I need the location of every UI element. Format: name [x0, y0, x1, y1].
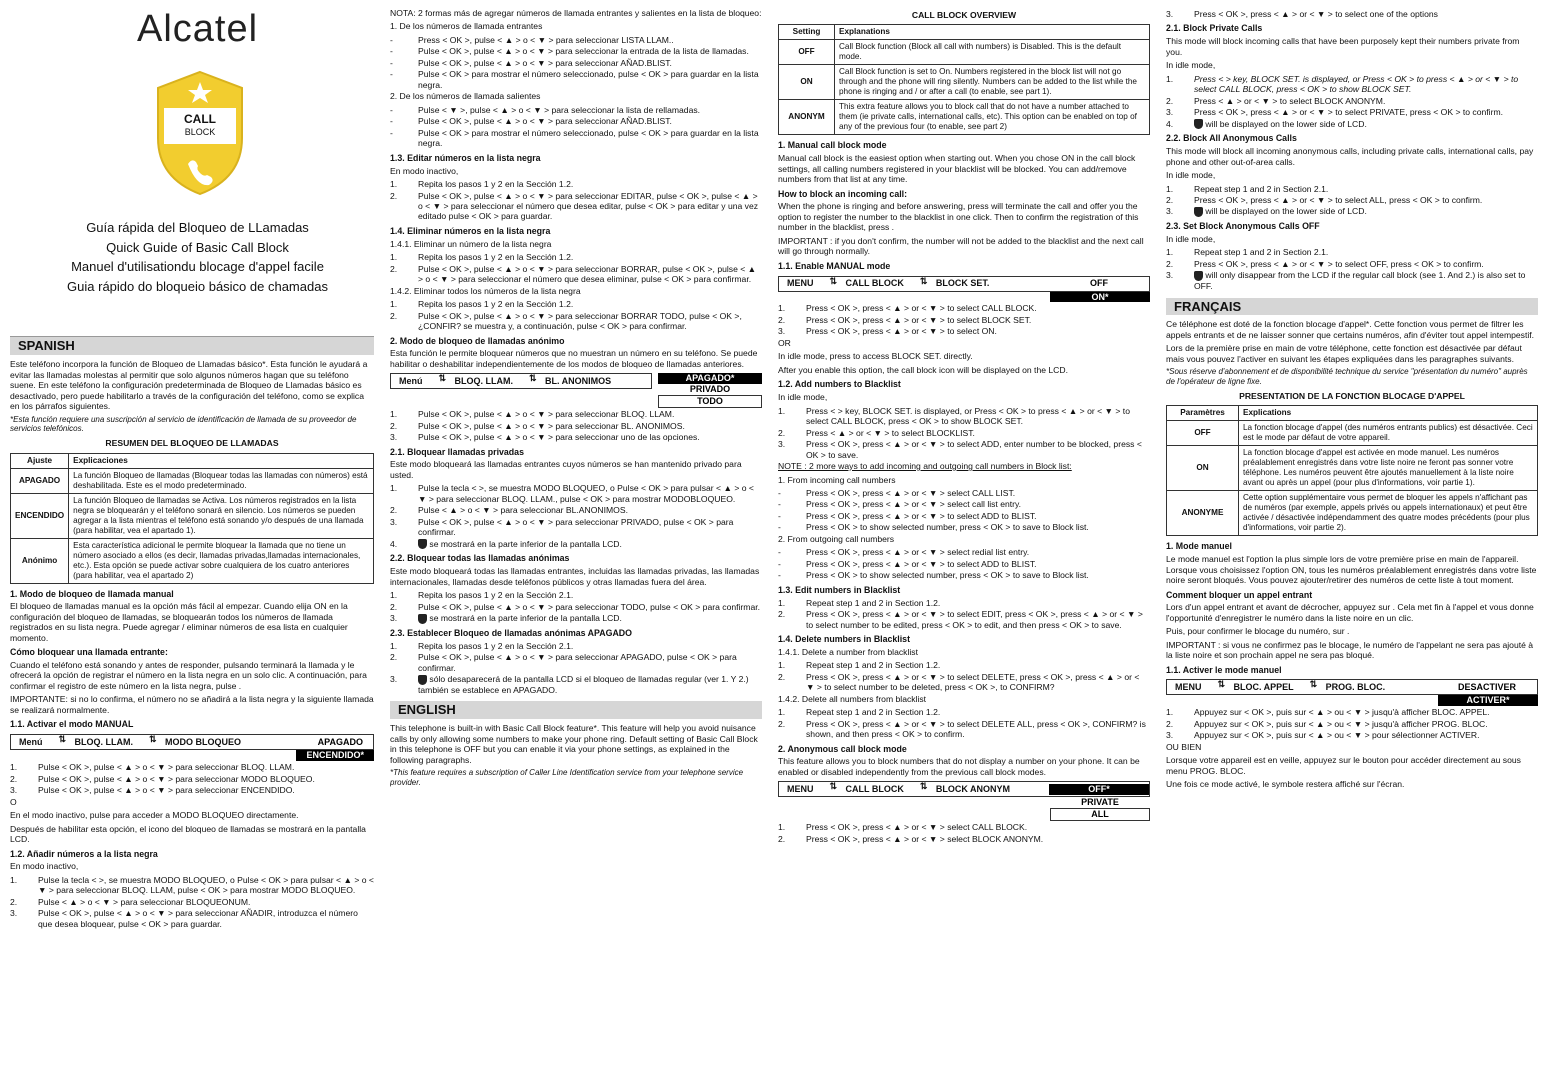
fr-p-how: Lors d'un appel entrant et avant de décrocher, appuyez sur . Cela met fin à l'appel et vous donne l'opportunité d'enregistrer le numéro dans la liste noire en un clic.	[1166, 602, 1534, 623]
table-cell: ANONYME	[1167, 491, 1239, 536]
es-heading-13: 1.3. Editar números en la lista negra	[390, 152, 541, 163]
es-nota-2: 2. De los números de llamada salientes	[390, 91, 541, 102]
menu-option-selected: ACTIVER*	[1438, 695, 1538, 706]
es-heading-142: 1.4.2. Eliminar todos los números de la lista negra	[390, 285, 581, 296]
list-item: - Press < OK >, pulse < ▲ > o < ▼ > para seleccionar LISTA LLAM..	[390, 34, 674, 45]
list-item: 1. Repita los pasos 1 y 2 en la Sección 1.2.	[390, 179, 574, 190]
table-cell: Anónimo	[11, 538, 69, 583]
column-1	[10, 0, 374, 1088]
es2-idle: En modo inactivo,	[390, 165, 459, 176]
updown-arrow-icon: ⇅	[919, 781, 928, 792]
list-item: 4. will be displayed on the lower side of LCD.	[1166, 118, 1367, 129]
fr-intro-2: Lors de la première prise en main de votre téléphone, cette fonction est désactivée par défaut mais vous pouvez l'activer en suivant les étapes expliquées dans les paragraphes suivants.	[1166, 343, 1522, 364]
table-cell: ENCENDIDO	[11, 493, 69, 538]
list-item: 3. will be displayed on the lower side of LCD.	[1166, 206, 1367, 217]
list-item: 1. Repeat step 1 and 2 in Section 2.1.	[1166, 247, 1329, 258]
table-cell: APAGADO	[11, 468, 69, 493]
es-nota: NOTA: 2 formas más de agregar números de llamada entrantes y salientes en la lista de bloqueo:	[390, 8, 762, 18]
es-heading-1: 1. Modo de bloqueo de llamada manual	[10, 588, 174, 599]
list-item: 1. Repita los pasos 1 y 2 en la Sección 1.2.	[390, 299, 574, 310]
list-item: - Press < OK >, press < ▲ > or < ▼ > select call list entry.	[778, 499, 1022, 510]
menu-step: CALL BLOCK	[845, 783, 904, 794]
en-heading-13: 1.3. Edit numbers in Blacklist	[778, 584, 901, 595]
updown-arrow-icon: ⇅	[829, 275, 838, 286]
list-item: 3. Pulse < OK >, pulse < ▲ > o < ▼ > para seleccionar ENCENDIDO.	[10, 785, 295, 796]
table-cell: La función Bloqueo de llamadas (Bloquear todas las llamadas con números) está deshabilitada. Este es el modo predeterminado.	[69, 468, 374, 493]
list-item: 2. Pulse < OK >, pulse < ▲ > o < ▼ > para seleccionar BORRAR, pulse < OK >, pulse < ▲ > o < ▼ > para seleccionar el número que desea eliminar, pulse < OK > para confirmar.	[390, 263, 757, 285]
list-item: 1. Pulse < OK >, pulse < ▲ > o < ▼ > para seleccionar BLOQ. LLAM.	[10, 762, 295, 773]
fr-heading-1: 1. Mode manuel	[1166, 541, 1232, 552]
list-item: 2. Pulse < ▲ > o < ▼ > para seleccionar BL.ANONIMOS.	[390, 505, 628, 516]
menu-step: BL. ANONIMOS	[545, 375, 612, 386]
list-item: 3. Press < OK >, press < ▲ > or < ▼ > to select PRIVATE, press < OK > to confirm.	[1166, 107, 1503, 118]
en-p2: This feature allows you to block numbers that do not display a number on your phone. It can be enabled or disabled independently from the previous call block modes.	[778, 756, 1140, 777]
menu-step: BLOC. APPEL	[1233, 681, 1294, 692]
list-item: - Press < OK >, press < ▲ > or < ▼ > to select ADD to BLIST.	[778, 510, 1037, 521]
brand-logo: Alcatel	[136, 8, 259, 50]
list-item: 1. Repeat step 1 and 2 in Section 1.2.	[778, 707, 941, 718]
list-item: 1. Pulse < OK >, pulse < ▲ > o < ▼ > para seleccionar BLOQ. LLAM.	[390, 409, 675, 420]
table-header: Ajuste	[11, 453, 69, 468]
table-cell: Call Block function (Block all call with numbers) is Disabled. This is the default mode.	[835, 40, 1150, 65]
list-item: 3. Press < OK >, press < ▲ > or < ▼ > to select ON.	[778, 326, 997, 337]
list-item: 1. Repita los pasos 1 y 2 en la Sección 2.1.	[390, 640, 574, 651]
list-item: 1. Appuyez sur < OK >, puis sur < ▲ > ou < ▼ > jusqu'à afficher BLOC. APPEL.	[1166, 707, 1490, 718]
en-p-idle: In idle mode, press to access BLOCK SET. directly.	[778, 351, 973, 362]
es-heading-how: Cómo bloquear una llamada entrante:	[10, 647, 168, 658]
list-item: 2. Appuyez sur < OK >, puis sur < ▲ > ou < ▼ > jusqu'à afficher PROG. BLOC.	[1166, 718, 1488, 729]
list-item: 1. Repeat step 1 and 2 in Section 2.1.	[1166, 183, 1329, 194]
updown-arrow-icon: ⇅	[149, 734, 157, 745]
list-item: 2. Pulse < ▲ > o < ▼ > para seleccionar BLOQUEONUM.	[10, 896, 251, 907]
list-item: 2. Press < OK >, press < ▲ > or < ▼ > select BLOCK ANONYM.	[778, 833, 1044, 844]
en-idle-4: In idle mode,	[1166, 233, 1216, 244]
menu-step: MENU	[1175, 681, 1202, 692]
en-note: NOTE : 2 more ways to add incoming and outgoing call numbers in Block list:	[778, 461, 1072, 472]
menu-step: Menú	[399, 375, 423, 386]
es-table-title: RESUMEN DEL BLOQUEO DE LLAMADAS	[105, 438, 279, 449]
es-heading-21: 2.1. Bloquear llamadas privadas	[390, 446, 524, 457]
en-p22: This mode will block all incoming anonymous calls, including private calls, international calls, pay phone and other out-of-area calls.	[1166, 146, 1534, 167]
en-footnote: *This feature requires a subscription of Caller Line Identification service from your telephone service provider.	[390, 768, 744, 787]
call-block-icon	[418, 539, 427, 549]
menu-step: BLOQ. LLAM.	[74, 736, 133, 747]
table-cell: La fonction blocage d'appel est activée en mode manuel. Les numéros préalablement enregistrés dans votre liste noire ne feront pas sonner votre téléphone. Les numéros peuvent être ajoutés manuellement à la liste noire avant ou après un appel (pour plus d'informations, voir partie 1).	[1239, 446, 1538, 491]
es-footnote: *Esta función requiere una suscripción al servicio de identificación de llamada de su proveedor de servicios telefónicos.	[10, 414, 357, 434]
title-pt: Guia rápido do bloqueio básico de chamadas	[67, 278, 328, 294]
fr-footnote: *Sous réserve d'abonnement et de disponibilité technique du service "présentation du numéro" auprès de l'opérateur de ligne fixe.	[1166, 367, 1528, 387]
list-item: 2. Press < OK >, press < ▲ > or < ▼ > to select EDIT, press < OK >, press < ▲ > or < ▼ > to select number to be edited, press < OK > to edit, and then press < OK > to save.	[778, 609, 1143, 630]
section-heading-french: FRANÇAIS	[1166, 298, 1538, 316]
fr-p-confirm: Puis, pour confirmer le blocage du numéro, sur .	[1166, 626, 1350, 637]
fr-menu-path-11	[1166, 679, 1538, 695]
list-item: 2. Press < OK >, press < ▲ > or < ▼ > to select DELETE ALL, press < OK >, CONFIRM? is shown, and then press < OK > to confirm.	[778, 718, 1146, 740]
en-p21: This mode will block incoming calls that have been purposely kept their numbers private from you.	[1166, 36, 1520, 57]
es-p-important: IMPORTANTE: si no lo confirma, el número no se añadirá a la lista negra y la siguiente llamada se realizará normalmente.	[10, 694, 374, 715]
list-item: 3. Press < OK >, press < ▲ > or < ▼ > to select one of the options	[1166, 9, 1438, 19]
en-intro: This telephone is built-in with Basic Call Block feature*. This feature will help you avoid nuisance calls by only allowing some numbers to make your phone ring. Default setting of Basic Call Block in this telephone is OFF but you can enable it via your phone settings, as explained in the following paragraphs.	[390, 723, 758, 765]
en-idle: In idle mode,	[778, 392, 828, 403]
list-item: 1. Pulse la tecla < >, se muestra MODO BLOQUEO, o Pulse < OK > para pulsar < ▲ > o < ▼ > para seleccionar BLOQ. LLAM, pulse < OK > para mostrar MODO BLOQUEO.	[10, 874, 374, 896]
fr-p1: Le mode manuel est l'option la plus simple lors de votre première prise en main de l'appareil. Lorsque vous choisissez l'option ON, tous les numéros préalablement enregistrés dans votre liste noire seront bloqués. Vous pouvez ajouter/retirer des numéros de cette liste à tout moment.	[1166, 554, 1537, 586]
menu-step: BLOCK SET.	[935, 278, 990, 289]
en-p-important: IMPORTANT : if you don't confirm, the number will not be added to the blacklist and the next call will go through normally.	[778, 235, 1144, 257]
section-heading-spanish: SPANISH	[10, 336, 374, 355]
en-heading-1: 1. Manual call block mode	[778, 140, 887, 151]
list-item: 2. Press < ▲ > or < ▼ > to select BLOCK ANONYM.	[1166, 95, 1386, 106]
call-block-icon	[418, 675, 427, 685]
es-p2: Esta función le permite bloquear números que no muestran un número en su teléfono. Se puede habilitar o deshabilitar independientemente de los modos de bloqueo de llamadas anteriores.	[390, 348, 758, 369]
call-block-icon	[1194, 207, 1203, 217]
table-cell: ANONYM	[779, 100, 835, 135]
list-item: 2. Pulse < OK >, pulse < ▲ > o < ▼ > para seleccionar TODO, pulse < OK > para confirmar.	[390, 601, 760, 612]
updown-arrow-icon: ⇅	[829, 781, 838, 792]
list-item: - Pulse < OK >, pulse < ▲ > o < ▼ > para seleccionar AÑAD.BLIST.	[390, 57, 672, 68]
es-heading-2: 2. Modo de bloqueo de llamadas anónimo	[390, 335, 565, 346]
list-item: 3. Pulse < OK >, pulse < ▲ > o < ▼ > para seleccionar PRIVADO, pulse < OK > para confirmar.	[390, 516, 734, 538]
es-p-how: Cuando el teléfono está sonando y antes de responder, pulsando terminará la llamada y le ofrecerá la opción de registrar el número en la lista negra en un solo clic. A continuación, para confirmar el registro de este número en la lista negra, pulse .	[10, 660, 367, 691]
en-p1: Manual call block is the easiest option when starting out. When you chose ON in the call block settings, all calling numbers registered in your blacklist will be blocked. You can add/remove numbers from that list at any time.	[778, 153, 1136, 185]
es-p1: El bloqueo de llamadas manual es la opción más fácil al empezar. Cuando elija ON en la configuración del bloqueo de llamadas, se bloquearán todos los números de llamada registrados en su lista negra. Puede agregar / eliminar números de esa lista en cualquier momento.	[10, 601, 348, 643]
title-fr: Manuel d'utilisationdu blocage d'appel facile	[71, 259, 324, 275]
table-cell: La función Bloqueo de llamadas se Activa. Los números registrados en la lista negra se bloquearán y el teléfono sonará en silencio. Los números se pueden agregar a la lista mientras el teléfono está sonando y/o después de una llamada (para habilitar, vea el apartado 1).	[69, 493, 374, 538]
list-item: - Press < OK > to show selected number, press < OK > to save to Block list.	[778, 522, 1089, 533]
table-header: Explicaciones	[69, 453, 374, 468]
en-heading-11: 1.1. Enable MANUAL mode	[778, 260, 891, 271]
es-heading-12: 1.2. Añadir números a la lista negra	[10, 848, 158, 859]
es-heading-14: 1.4. Eliminar números en la lista negra	[390, 225, 551, 236]
en-p-how: When the phone is ringing and before answering, press will terminate the call and offer you the option to register the number to the blacklist in one click. Then to confirm the registration of this number in the blacklist, press .	[778, 201, 1139, 233]
es-p-idle: En el modo inactivo, pulse para acceder a MODO BLOQUEO directamente.	[10, 810, 299, 821]
en-heading-22: 2.2. Block All Anonymous Calls	[1166, 133, 1297, 144]
list-item: 3. Press < OK >, press < ▲ > or < ▼ > to select ADD, enter number to be blocked, press < OK > to save.	[778, 439, 1142, 460]
column-2	[390, 8, 762, 1088]
menu-step: MENU	[787, 278, 814, 289]
list-item: 3. Pulse < OK >, pulse < ▲ > o < ▼ > para seleccionar uno de las opciones.	[390, 432, 700, 443]
list-item: 1. Press < OK >, press < ▲ > or < ▼ > select CALL BLOCK.	[778, 822, 1028, 833]
list-item: 2. Press < OK >, press < ▲ > or < ▼ > to select ALL, press < OK > to confirm.	[1166, 194, 1483, 205]
en-or: OR	[778, 337, 791, 348]
list-item: 1. Press < > key, BLOCK SET. is displayed, or Press < OK > to press < ▲ > or < ▼ > to select CALL BLOCK, press < OK > to show BLOCK SET.	[778, 405, 1130, 427]
list-item: 3. sólo desaparecerá de la pantalla LCD si el bloqueo de llamadas regular (ver 1. Y 2.) también se establece en APAGADO.	[390, 674, 749, 695]
updown-arrow-icon: ⇅	[919, 275, 928, 286]
list-item: 3. Pulse < OK >, pulse < ▲ > o < ▼ > para seleccionar AÑADIR, introduzca el número que desea bloquear, pulse < OK > para guardar.	[10, 908, 358, 929]
en-overview-table	[778, 24, 1150, 135]
list-item: 1. Press < > key, BLOCK SET. is displayed, or Press < OK > to press < ▲ > or < ▼ > to select CALL BLOCK, press < OK > to show BLOCK SET.	[1166, 73, 1519, 95]
fr-intro: Ce téléphone est doté de la fonction blocage d'appel*. Cette fonction vous permet de filtrer les appels entrants et de ne laisser sonner que certains numéros, afin d'éviter tout appel intempestif.	[1166, 319, 1535, 340]
menu-step: BLOCK ANONYM	[935, 783, 1011, 794]
fr-p-after: Une fois ce mode activé, le symbole restera affiché sur l'écran.	[1166, 779, 1405, 790]
list-item: - Press < OK >, press < ▲ > or < ▼ > select redial list entry.	[778, 547, 1030, 558]
table-header: Explanations	[835, 25, 1150, 40]
menu-step: BLOQ. LLAM.	[454, 375, 513, 386]
call-block-icon	[1194, 271, 1203, 281]
es-heading-141: 1.4.1. Eliminar un número de la lista negra	[390, 238, 552, 249]
title-en: Quick Guide of Basic Call Block	[106, 239, 289, 255]
es-p-after: Después de habilitar esta opción, el icono del bloqueo de llamadas se mostrará en la pantalla LCD.	[10, 823, 366, 845]
menu-step: PROG. BLOC.	[1325, 681, 1386, 692]
list-item: 3. se mostrará en la parte inferior de la pantalla LCD.	[390, 613, 622, 624]
table-cell: Cette option supplémentaire vous permet de bloquer les appels n'affichant pas de numéros (par exemple, appels privés ou appels internationaux) et peut être activée / désactivée indépendamment des quatre modes précédents (pour plus d'informations, voir partie 2).	[1239, 491, 1538, 536]
menu-step: CALL BLOCK	[845, 278, 904, 289]
es-menu-path-11	[10, 734, 374, 750]
menu-option: PRIVATE	[1050, 797, 1150, 808]
list-item: 2. Press < OK >, press < ▲ > or < ▼ > to select OFF, press < OK > to confirm.	[1166, 258, 1484, 269]
es-overview-table	[10, 453, 374, 584]
es-nota-1: 1. De los números de llamada entrantes	[390, 21, 543, 32]
es-heading-23: 2.3. Establecer Bloqueo de llamadas anónimas APAGADO	[390, 627, 632, 638]
list-item: 1. Repeat step 1 and 2 in Section 1.2.	[778, 597, 941, 608]
list-item: - Pulse < OK > para mostrar el número seleccionado, pulse < OK > para guardar en la lista negra.	[390, 127, 759, 149]
menu-option-selected: OFF*	[1049, 784, 1149, 795]
column-3	[778, 6, 1150, 1088]
list-item: - Pulse < ▼ >, pulse < ▲ > o < ▼ > para seleccionar la lista de rellamadas.	[390, 104, 701, 115]
menu-step: MENU	[787, 783, 814, 794]
table-cell: Call Block function is set to On. Numbers registered in the block list will not go through and the phone will ring silently. Numbers can be added to the list while the phone is ringing and / or after a call (to enable, see part 1).	[835, 65, 1150, 100]
menu-step: MODO BLOQUEO	[165, 736, 241, 747]
menu-option: APAGADO	[308, 737, 373, 748]
list-item: - Pulse < OK > para mostrar el número seleccionado, pulse < OK > para guardar en la lista negra.	[390, 69, 759, 90]
menu-option: OFF	[1049, 278, 1149, 289]
menu-option-selected: ENCENDIDO*	[296, 750, 374, 761]
fr-heading-11: 1.1. Activer le mode manuel	[1166, 664, 1282, 675]
list-item: - Pulse < OK >, pulse < ▲ > o < ▼ > para seleccionar AÑAD.BLIST.	[390, 116, 672, 127]
list-item: 2. Pulse < OK >, pulse < ▲ > o < ▼ > para seleccionar MODO BLOQUEO.	[10, 773, 315, 784]
list-item: 2. Pulse < OK >, pulse < ▲ > o < ▼ > para seleccionar EDITAR, pulse < OK >, pulse < ▲ > o < ▼ > para seleccionar el número que desea editar, pulse < OK > para editar y una vez editado pulse < OK > para guardar.	[390, 190, 759, 222]
call-block-icon	[418, 614, 427, 624]
title-es: Guía rápida del Bloqueo de LLamadas	[86, 220, 309, 236]
menu-option-selected: ON*	[1050, 292, 1150, 303]
es-intro: Este teléfono incorpora la función de Bloqueo de Llamadas básico*. Esta función le ayudará a evitar las llamadas molestas al permitir que solo algunos números hagan que su teléfono suene. En este teléfono la configuración predeterminada de Bloqueo de Llamadas básico es desactivado, pero puede habilitarlo a través de la configuración del teléfono, como se explica en los párrafos siguientes.	[10, 359, 368, 412]
en-heading-21: 2.1. Block Private Calls	[1166, 23, 1263, 34]
section-heading-english: ENGLISH	[390, 701, 762, 719]
table-header: Setting	[779, 25, 835, 40]
updown-arrow-icon: ⇅	[438, 373, 447, 384]
fr-or: OU BIEN	[1166, 741, 1202, 752]
list-item: 2. Pulse < OK >, pulse < ▲ > o < ▼ > para seleccionar APAGADO, pulse < OK > para confirmar.	[390, 652, 737, 673]
en-menu-path-2	[778, 781, 1150, 797]
updown-arrow-icon: ⇅	[1309, 679, 1318, 690]
en-heading-12: 1.2. Add numbers to Blacklist	[778, 379, 901, 390]
menu-option: TODO	[658, 395, 762, 408]
table-cell: Esta característica adicional le permite bloquear la llamada que no tiene un número asociado a ellos (es decir, llamadas privadas,llamadas internacionales, etc.). Esta opción se puede activar sobre cualquiera de los cuatro anteriores (para habilitar, vea el apartado 2)	[69, 538, 374, 583]
table-cell: OFF	[779, 40, 835, 65]
updown-arrow-icon: ⇅	[58, 734, 67, 745]
es-p22: Este modo bloqueará todas las llamadas entrantes, incluidas las llamadas privadas, las llamadas internacionales, llamadas desde teléfonos públicos y otras llamadas fuera del área.	[390, 566, 760, 587]
list-item: - Press < OK >, press < ▲ > or < ▼ > select CALL LIST.	[778, 487, 1016, 498]
es-heading-11: 1.1. Activar el modo MANUAL	[10, 719, 134, 730]
table-cell: La fonction blocage d'appel (des numéros entrants publics) est désactivée. Ceci est le mode par défaut de votre appareil.	[1239, 421, 1538, 446]
menu-option: DESACTIVER	[1437, 682, 1537, 693]
call-block-icon	[1194, 119, 1203, 129]
badge-top-text: CALL	[184, 112, 216, 127]
list-item: 2. Press < OK >, press < ▲ > or < ▼ > to select BLOCK SET.	[778, 314, 1032, 325]
list-item: 1. Pulse la tecla < >, se muestra MODO BLOQUEO, o Pulse < OK > para pulsar < ▲ > o < ▼ > para seleccionar BLOQ. LLAM., pulse < OK > para mostrar MODOBLOQUEO.	[390, 483, 754, 504]
table-header: Paramètres	[1167, 406, 1239, 421]
en-menu-path-11	[778, 276, 1150, 292]
menu-option: PRIVADO	[658, 384, 762, 395]
list-item: 2. Pulse < OK >, pulse < ▲ > o < ▼ > para seleccionar BL. ANONIMOS.	[390, 420, 685, 431]
table-cell: ON	[1167, 446, 1239, 491]
en-p-after: After you enable this option, the call block icon will be displayed on the LCD.	[778, 364, 1068, 375]
list-item: 4. se mostrará en la parte inferior de la pantalla LCD.	[390, 538, 622, 549]
badge-bottom-text: BLOCK	[184, 127, 216, 138]
list-item: 3. will only disappear from the LCD if the regular call block (see 1. And 2.) is also set to OFF.	[1166, 270, 1526, 292]
en-idle-2: In idle mode,	[1166, 60, 1216, 71]
en-idle-3: In idle mode,	[1166, 170, 1216, 181]
updown-arrow-icon: ⇅	[529, 373, 537, 384]
list-item: 3. Appuyez sur < OK >, puis sur < ▲ > ou < ▼ > pour sélectionner ACTIVER.	[1166, 730, 1480, 741]
fr-p-important: IMPORTANT : si vous ne confirmez pas le blocage, le numéro de l'appelant ne sera pas ajouté à la liste noire et son prochain appel ne sera pas bloqué.	[1166, 639, 1534, 661]
fr-table-title: PRESENTATION DE LA FONCTION BLOCAGE D'APPEL	[1239, 390, 1465, 401]
list-item: 1. Repita los pasos 1 y 2 en la Sección 1.2.	[390, 252, 574, 263]
en-heading-23: 2.3. Set Block Anonymous Calls OFF	[1166, 221, 1320, 232]
list-item: - Press < OK >, press < ▲ > or < ▼ > to select ADD to BLIST.	[778, 558, 1037, 569]
menu-option-selected: APAGADO*	[658, 373, 762, 384]
en-heading-how: How to block an incoming call:	[778, 188, 908, 199]
en-heading-141: 1.4.1. Delete a number from blacklist	[778, 646, 918, 657]
table-cell: ON	[779, 65, 835, 100]
table-cell: This extra feature allows you to block call that do not have a number attached to them (ie private calls, international calls, etc). This option can be enabled on top of any of the previous four (to enable, see part 2)	[835, 100, 1150, 135]
es-idle: En modo inactivo,	[10, 861, 79, 872]
en-heading-142: 1.4.2. Delete all numbers from blacklist	[778, 693, 927, 704]
call-block-badge	[150, 68, 250, 198]
column-4	[1166, 8, 1538, 1088]
updown-arrow-icon: ⇅	[1217, 679, 1226, 690]
list-item: 2. Press < OK >, press < ▲ > or < ▼ > to select DELETE, press < OK >, press < ▲ > or < ▼ > to select number to be deleted, press < OK >, to CONFIRM?	[778, 671, 1140, 693]
es-p21: Este modo bloqueará las llamadas entrantes cuyos números se han mantenido privado para usted.	[390, 459, 742, 480]
list-item: - Press < OK > to show selected number, press < OK > to save to Block list.	[778, 570, 1089, 581]
en-heading-14: 1.4. Delete numbers in Blacklist	[778, 634, 911, 645]
table-header: Explications	[1239, 406, 1538, 421]
list-item: 1. Press < OK >, press < ▲ > or < ▼ > to select CALL BLOCK.	[778, 303, 1037, 314]
en-note-1: 1. From incoming call numbers	[778, 474, 896, 485]
guide-titles	[10, 218, 374, 296]
fr-p-idle: Lorsque votre appareil est en veille, appuyez sur le bouton pour accéder directement au sous menu PROG. BLOC.	[1166, 755, 1521, 776]
en-heading-2: 2. Anonymous call block mode	[778, 743, 907, 754]
list-item: 2. Pulse < OK >, pulse < ▲ > o < ▼ > para seleccionar BORRAR TODO, pulse < OK >, ¿CONFIR? se muestra y, a continuación, pulse < OK > para confirmar.	[390, 310, 742, 332]
fr-heading-how: Comment bloquer un appel entrant	[1166, 589, 1313, 600]
es-heading-22: 2.2. Bloquear todas las llamadas anónimas	[390, 553, 570, 564]
en-table-title: CALL BLOCK OVERVIEW	[911, 10, 1017, 20]
menu-step: Menú	[19, 736, 43, 747]
list-item: - Pulse < OK >, pulse < ▲ > o < ▼ > para seleccionar la entrada de la lista de llamadas.	[390, 46, 749, 57]
es-or: O	[10, 796, 17, 807]
en-note-2: 2. From outgoing call numbers	[778, 533, 895, 544]
list-item: 2. Press < ▲ > or < ▼ > to select BLOCKLIST.	[778, 427, 975, 438]
fr-overview-table	[1166, 405, 1538, 536]
list-item: 1. Repeat step 1 and 2 in Section 1.2.	[778, 660, 941, 671]
menu-option: ALL	[1050, 808, 1150, 821]
table-cell: OFF	[1167, 421, 1239, 446]
list-item: 1. Repita los pasos 1 y 2 en la Sección 2.1.	[390, 590, 574, 601]
